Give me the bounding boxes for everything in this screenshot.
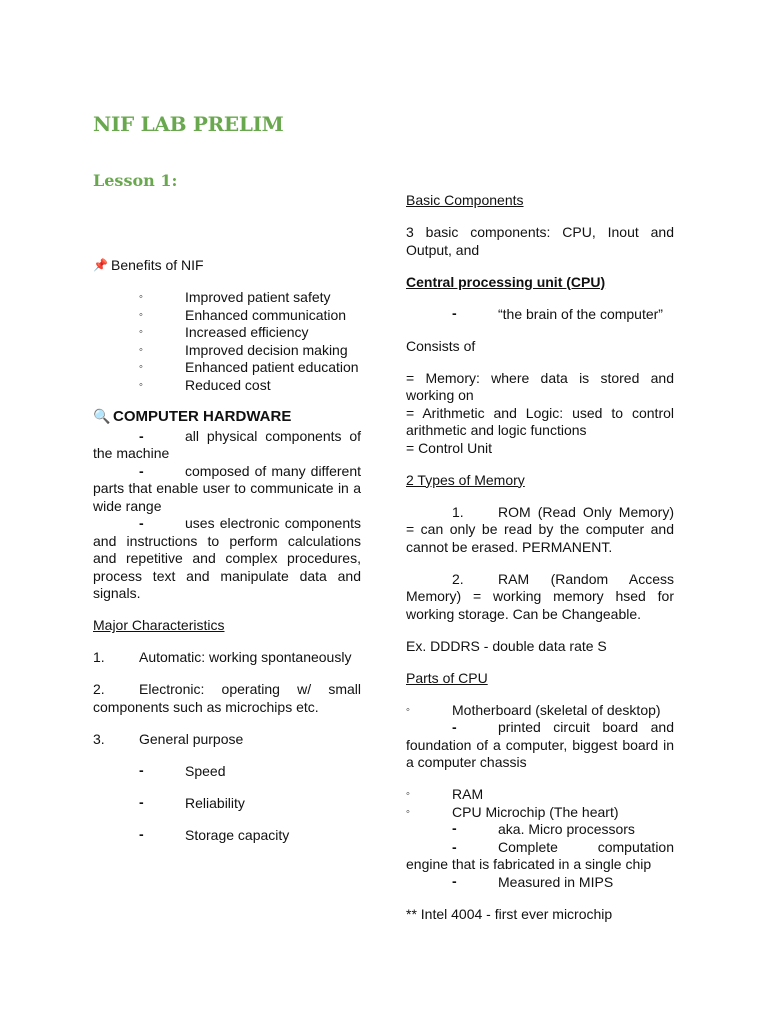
dash-icon: - (139, 825, 144, 842)
list-item: ◦ CPU Microchip (The heart) (406, 803, 619, 820)
dash-icon: - (139, 793, 144, 810)
consists-item: = Memory: where data is stored and working on (406, 369, 674, 403)
general-point: - Storage capacity (139, 825, 290, 843)
page-title: NIF LAB PRELIM (93, 112, 284, 136)
dash-icon: - (139, 761, 144, 778)
left-column (93, 257, 361, 844)
basic-components-text: 3 basic components: CPU, Inout and Output, and (406, 224, 674, 258)
major-heading: Major Characteristics (93, 617, 225, 633)
consists-of-label: Consists of (406, 337, 476, 354)
right-column (406, 192, 674, 923)
general-point: - Speed (139, 761, 226, 779)
bullet-icon: ◦ (406, 805, 410, 818)
pin-icon: 📌 (93, 258, 108, 272)
consists-item: = Arithmetic and Logic: used to control arithmetic and logic functions (406, 404, 674, 438)
general-point: - Reliability (139, 793, 245, 811)
cpu-chip-point: - Complete computation engine that is fabricated in a single chip (406, 838, 674, 872)
cpu-chip-point: - aka. Micro processors (452, 820, 635, 837)
hardware-point: - uses electronic components and instructions to perform calculations and repetitive and complex procedures, process text and manipulate data and signals. (93, 515, 361, 601)
dash-icon: - (452, 820, 457, 836)
major-item: 1. Automatic: working spontaneously (93, 649, 352, 665)
dash-icon: - (139, 462, 144, 479)
bullet-icon: ◦ (139, 343, 143, 356)
bullet-icon: ◦ (139, 378, 143, 391)
memory-item: 2. RAM (Random Access Memory) = working memory hsed for working storage. Can be Changeable. (406, 570, 674, 622)
basic-components-heading: Basic Components (406, 192, 524, 208)
cpu-heading: Central processing unit (CPU) (406, 273, 606, 290)
bullet-icon: ◦ (139, 361, 143, 373)
footnote: ** Intel 4004 - first ever microchip (406, 905, 613, 922)
list-item: ◦ Increased efficiency (139, 324, 309, 340)
bullet-icon: ◦ (139, 326, 143, 338)
cpu-quote: - “the brain of the computer” (452, 304, 663, 322)
benefits-heading: Benefits of NIF (111, 257, 204, 273)
bullet-icon: ◦ (406, 788, 410, 800)
list-item: ◦ Motherboard (skeletal of desktop) (406, 701, 661, 718)
memory-heading: 2 Types of Memory (406, 471, 525, 488)
dash-icon: - (452, 304, 457, 321)
list-item: ◦ Improved decision making (139, 341, 348, 358)
example-text: Ex. DDDRS - double data rate S (406, 637, 607, 654)
benefits-list (93, 289, 361, 394)
consists-item: = Control Unit (406, 439, 492, 456)
list-item: ◦ Enhanced patient education (139, 359, 359, 375)
dash-icon: - (139, 515, 144, 531)
hardware-heading: COMPUTER HARDWARE (113, 408, 292, 425)
list-item: ◦ RAM (406, 786, 484, 802)
bullet-icon: ◦ (406, 703, 410, 716)
list-item: ◦ Enhanced communication (139, 306, 347, 323)
hardware-point: - all physical components of the machine (93, 427, 361, 461)
dash-icon: - (452, 872, 457, 889)
major-item: 3. General purpose (93, 730, 244, 747)
bullet-icon: ◦ (139, 291, 143, 303)
major-item: 2. Electronic: operating w/ small components such as microchips etc. (93, 681, 361, 715)
motherboard-point: - printed circuit board and foundation of a computer, biggest board in a computer chassis (406, 719, 674, 770)
list-item: ◦ Reduced cost (139, 376, 271, 393)
list-item: ◦ Improved patient safety (139, 289, 331, 305)
lesson-heading: Lesson 1: (93, 171, 178, 190)
search-icon: 🔍 (93, 408, 111, 424)
parts-heading: Parts of CPU (406, 669, 488, 686)
hardware-heading-row (93, 408, 361, 426)
benefits-heading-row (93, 257, 361, 275)
bullet-icon: ◦ (139, 308, 143, 321)
memory-item: 1. ROM (Read Only Memory) = can only be read by the computer and cannot be erased. PERMANENT. (406, 503, 674, 555)
dash-icon: - (452, 719, 457, 735)
hardware-point: - composed of many different parts that enable user to communicate in a wide range (93, 462, 361, 514)
dash-icon: - (452, 838, 457, 855)
dash-icon: - (139, 427, 144, 444)
cpu-chip-point: - Measured in MIPS (452, 872, 614, 890)
